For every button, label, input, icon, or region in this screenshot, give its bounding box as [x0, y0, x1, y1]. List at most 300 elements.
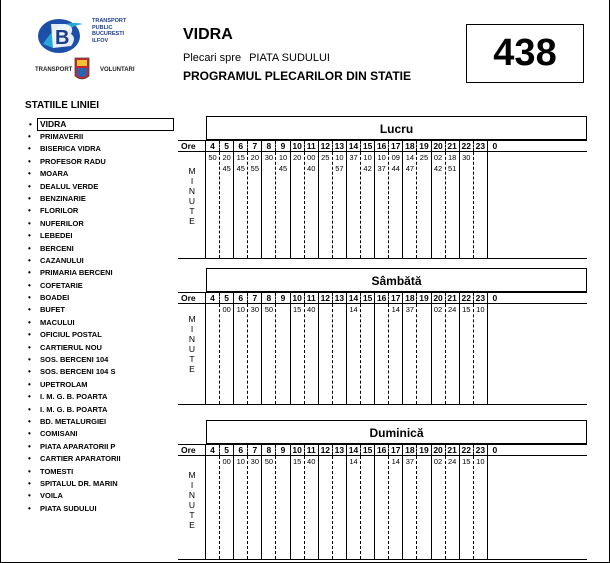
departure-minute: 15	[292, 305, 302, 314]
bullet-icon: •	[28, 355, 31, 365]
departure-minute: 15	[236, 153, 245, 162]
minutes-column	[220, 152, 234, 258]
minutes-column	[488, 456, 502, 559]
departure-minute: 25	[321, 153, 330, 162]
departure-minute: 15	[292, 457, 302, 466]
minutes-column	[460, 304, 474, 404]
hour-cell: 8	[262, 445, 276, 455]
minutes-body	[178, 456, 587, 560]
departure-minute: 14	[405, 153, 415, 162]
station-name: TOMESTI	[40, 466, 74, 476]
hour-cell: 17	[389, 141, 403, 151]
hour-cell: 12	[319, 445, 333, 455]
minutes-column	[488, 304, 502, 404]
bullet-icon: •	[28, 144, 31, 154]
bullet-icon: •	[28, 404, 31, 414]
station-name: PROFESOR RADU	[40, 156, 106, 166]
departure-minute: 45	[278, 164, 288, 173]
minutes-column	[347, 152, 361, 258]
minutes-column	[375, 152, 389, 258]
minutes-column	[248, 456, 262, 559]
minutes-label-letter: U	[188, 500, 196, 510]
station-name: SPITALUL DR. MARIN	[40, 478, 118, 488]
departure-minute: 42	[363, 164, 372, 173]
bullet-icon: •	[28, 193, 31, 203]
station-item	[25, 478, 177, 490]
hour-cell: 23	[474, 293, 488, 303]
tpbi-logo	[31, 14, 149, 86]
departure-minute: 55	[250, 164, 259, 173]
line-number-box	[466, 24, 584, 83]
hours-header-row	[178, 292, 587, 304]
departure-minute: 24	[447, 305, 457, 314]
hour-cell: 19	[417, 445, 431, 455]
station-item	[25, 329, 177, 341]
departure-minute: 10	[335, 153, 344, 162]
minutes-label-letter: I	[190, 176, 194, 186]
bullet-icon: •	[28, 392, 31, 402]
minutes-label-column	[178, 304, 206, 404]
departure-minute: 14	[349, 305, 358, 314]
station-item	[25, 280, 177, 292]
minutes-column	[220, 304, 234, 404]
hour-cell: 6	[234, 445, 248, 455]
departure-minute: 37	[349, 153, 358, 162]
departure-minute: 37	[377, 164, 386, 173]
bullet-icon: •	[28, 132, 31, 141]
destination-line	[183, 52, 330, 64]
departure-minute: 50	[208, 153, 217, 162]
minutes-column	[432, 304, 446, 404]
departure-minute: 20	[222, 153, 231, 162]
bullet-icon: •	[28, 379, 31, 389]
station-item	[25, 255, 177, 267]
departure-minute: 10	[476, 305, 485, 314]
minutes-column	[234, 304, 248, 404]
station-name: CAZANULUI	[40, 255, 84, 265]
station-name: MACULUI	[40, 317, 75, 327]
minutes-label-letter: E	[189, 364, 195, 374]
hour-cell: 13	[333, 445, 347, 455]
minutes-column	[262, 152, 276, 258]
hour-cell: 9	[276, 445, 290, 455]
departure-minute: 25	[419, 153, 429, 162]
minutes-column	[474, 456, 488, 559]
bullet-icon: •	[28, 416, 31, 426]
hour-cell: 21	[446, 141, 460, 151]
hour-cell: 6	[234, 141, 248, 151]
logo-left-label: TRANSPORT	[35, 67, 73, 73]
hour-cell: 18	[403, 445, 417, 455]
minutes-column	[305, 304, 319, 404]
bullet-icon: •	[29, 120, 32, 129]
station-item	[25, 230, 177, 242]
station-name: CARTIERUL NOU	[40, 342, 102, 352]
station-item	[25, 243, 177, 255]
hour-cell: 19	[417, 293, 431, 303]
departure-minute: 47	[405, 164, 415, 173]
station-name: LEBEDEI	[40, 231, 73, 241]
station-name: I. M. G. B. POARTA	[40, 404, 108, 414]
hour-cell: 4	[206, 293, 220, 303]
minutes-column	[375, 456, 389, 559]
station-name: SOS. BERCENI 104 S	[40, 367, 116, 377]
bullet-icon: •	[28, 268, 31, 278]
minutes-label-letter: T	[189, 510, 195, 520]
bullet-icon: •	[28, 317, 31, 327]
hour-cell: 16	[375, 445, 389, 455]
bullet-icon: •	[28, 466, 31, 476]
station-item	[25, 354, 177, 366]
station-item	[25, 490, 177, 502]
minutes-label-letter: N	[188, 186, 196, 196]
minutes-column	[432, 456, 446, 559]
departure-minute: 40	[307, 457, 316, 466]
station-item	[25, 218, 177, 230]
departure-minute: 02	[433, 153, 443, 162]
hour-cell: 18	[403, 293, 417, 303]
bullet-icon: •	[28, 280, 31, 290]
bullet-icon: •	[28, 503, 31, 513]
svg-text:B: B	[55, 27, 70, 49]
minutes-column	[276, 152, 290, 258]
hour-cell: 13	[333, 293, 347, 303]
hours-header-row	[178, 444, 587, 456]
departure-minute: 30	[250, 305, 259, 314]
departure-minute: 10	[377, 153, 386, 162]
departure-minute: 18	[447, 153, 457, 162]
departure-minute: 24	[447, 457, 457, 466]
station-name: OFICIUL POSTAL	[40, 330, 102, 340]
hour-cell: 18	[403, 141, 417, 151]
minutes-column	[403, 152, 417, 258]
hour-cell: 7	[248, 141, 262, 151]
minutes-column	[276, 456, 290, 559]
bullet-icon: •	[28, 255, 31, 265]
departure-minute: 10	[363, 153, 372, 162]
station-name: NUFERILOR	[40, 218, 84, 228]
station-item	[25, 441, 177, 453]
station-name: CARTIER APARATORII	[40, 454, 121, 464]
hour-cell: 14	[347, 293, 361, 303]
hour-cell: 14	[347, 445, 361, 455]
station-name: UPETROLAM	[40, 379, 88, 389]
hour-cell: 13	[333, 141, 347, 151]
station-name: BENZINARIE	[40, 193, 86, 203]
departure-minute: 57	[335, 164, 344, 173]
hours-label: Ore	[178, 293, 206, 303]
bullet-icon: •	[28, 293, 31, 303]
hour-cell: 16	[375, 293, 389, 303]
station-name: PIATA SUDULUI	[40, 503, 97, 513]
minutes-label-letter: N	[188, 334, 196, 344]
minutes-label-letter: I	[190, 480, 194, 490]
station-name: PRIMARIA BERCENI	[40, 268, 113, 278]
minutes-column	[220, 456, 234, 559]
bullet-icon: •	[28, 478, 31, 488]
station-item	[25, 193, 177, 205]
departure-minute: 14	[349, 457, 358, 466]
bullet-icon: •	[28, 454, 31, 464]
minutes-column	[234, 456, 248, 559]
station-item	[25, 379, 177, 391]
hour-cell: 15	[361, 445, 375, 455]
minutes-column	[262, 304, 276, 404]
departure-minute: 10	[278, 153, 288, 162]
minutes-column	[389, 304, 403, 404]
bullet-icon: •	[28, 243, 31, 253]
bullet-icon: •	[28, 169, 31, 179]
station-item	[25, 428, 177, 440]
stations-title: STATIILE LINIEI	[25, 100, 100, 111]
station-name: PRIMAVERII	[40, 132, 84, 141]
hour-cell: 20	[432, 141, 446, 151]
minutes-column	[432, 152, 446, 258]
departure-minute: 02	[433, 305, 443, 314]
minutes-label-letter: U	[188, 344, 196, 354]
hour-cell: 0	[492, 445, 498, 455]
hour-cell: 5	[220, 141, 234, 151]
hour-cell: 11	[305, 141, 319, 151]
minutes-column	[417, 456, 431, 559]
hour-cell: 4	[206, 445, 220, 455]
departure-minute: 00	[222, 457, 231, 466]
minutes-column	[361, 456, 375, 559]
departure-minute: 30	[250, 457, 259, 466]
hour-cell: 7	[248, 293, 262, 303]
station-name: COFETARIE	[40, 280, 83, 290]
minutes-label-letter: T	[189, 206, 195, 216]
hours-header-row	[178, 140, 587, 152]
hour-cell: 15	[361, 141, 375, 151]
minutes-column	[262, 456, 276, 559]
minutes-column	[291, 152, 305, 258]
station-item	[25, 181, 177, 193]
hour-cell: 16	[375, 141, 389, 151]
schedule-day-title: Lucru	[206, 116, 587, 140]
hour-cell: 8	[262, 141, 276, 151]
minutes-column	[474, 152, 488, 258]
hour-cell: 15	[361, 293, 375, 303]
bullet-icon: •	[28, 367, 31, 377]
minutes-column	[389, 152, 403, 258]
hour-cell: 7	[248, 445, 262, 455]
station-name: COMISANI	[40, 429, 78, 439]
station-item	[25, 156, 177, 168]
hour-cell: 22	[460, 141, 474, 151]
departure-minute: 40	[307, 164, 316, 173]
bullet-icon: •	[28, 330, 31, 340]
minutes-column	[347, 456, 361, 559]
departure-minute: 00	[222, 305, 231, 314]
logo-right-label: VOLUNTARI	[100, 67, 135, 73]
departure-minute: 45	[236, 164, 245, 173]
departure-minute: 09	[391, 153, 400, 162]
minutes-column	[403, 456, 417, 559]
station-item	[25, 304, 177, 316]
minutes-column	[305, 456, 319, 559]
departure-minute: 14	[391, 457, 400, 466]
departure-minute: 10	[236, 457, 245, 466]
minutes-column	[276, 304, 290, 404]
hour-cell: 17	[389, 445, 403, 455]
schedule-subtitle: PROGRAMUL PLECARILOR DIN STATIE	[183, 69, 411, 83]
minutes-column	[248, 304, 262, 404]
bullet-icon: •	[28, 231, 31, 241]
station-item	[25, 131, 177, 143]
station-name: BISERICA VIDRA	[40, 144, 101, 154]
minutes-body	[178, 152, 587, 259]
minutes-label-letter: M	[188, 470, 196, 480]
hour-cell: 17	[389, 293, 403, 303]
minutes-label-column	[178, 152, 206, 258]
minutes-label-column	[178, 456, 206, 559]
minutes-column	[403, 304, 417, 404]
stations-list	[25, 118, 177, 515]
departure-minute: 02	[433, 457, 443, 466]
station-item	[25, 292, 177, 304]
minutes-label-letter: U	[188, 196, 196, 206]
station-item	[25, 404, 177, 416]
minutes-column	[446, 152, 460, 258]
minutes-column	[333, 152, 347, 258]
hour-cell: 22	[460, 445, 474, 455]
minutes-column	[319, 304, 333, 404]
minutes-column	[291, 304, 305, 404]
station-item	[25, 453, 177, 465]
minutes-column	[319, 152, 333, 258]
bullet-icon: •	[28, 305, 31, 315]
hour-cell: 12	[319, 141, 333, 151]
bullet-icon: •	[28, 156, 31, 166]
hour-cell: 10	[291, 445, 305, 455]
station-name: MOARA	[40, 169, 69, 179]
hour-cell: 8	[262, 293, 276, 303]
station-item	[25, 168, 177, 180]
logo-org-name: TRANSPORT PUBLIC BUCURESTI ILFOV	[92, 18, 127, 44]
minutes-label-letter: E	[189, 520, 195, 530]
minutes-column	[460, 456, 474, 559]
minutes-column	[206, 304, 220, 404]
station-item	[25, 391, 177, 403]
hour-cell: 10	[291, 293, 305, 303]
schedule-day-title: Sâmbătă	[206, 268, 587, 292]
departure-minute: 15	[462, 305, 471, 314]
station-name: VIDRA	[40, 119, 67, 129]
bullet-icon: •	[28, 206, 31, 216]
minutes-column	[460, 152, 474, 258]
hour-cell: 5	[220, 293, 234, 303]
hour-cell: 14	[347, 141, 361, 151]
station-item	[25, 317, 177, 329]
hour-cell: 0	[492, 293, 498, 303]
hour-cell: 23	[474, 141, 488, 151]
station-name: FLORILOR	[40, 206, 79, 216]
station-name: BD. METALURGIEI	[40, 416, 107, 426]
minutes-column	[234, 152, 248, 258]
minutes-column	[488, 152, 502, 258]
departure-minute: 20	[250, 153, 259, 162]
station-name: VOILA	[40, 491, 63, 501]
departure-minute: 10	[476, 457, 485, 466]
departure-minute: 15	[462, 457, 471, 466]
minutes-column	[333, 456, 347, 559]
minutes-label-letter: N	[188, 490, 196, 500]
station-item	[25, 205, 177, 217]
departure-minute: 50	[264, 457, 274, 466]
bullet-icon: •	[28, 181, 31, 191]
station-name: I. M. G. B. POARTA	[40, 392, 108, 402]
departure-minute: 50	[264, 305, 274, 314]
bullet-icon: •	[28, 342, 31, 352]
minutes-column	[446, 304, 460, 404]
minutes-column	[474, 304, 488, 404]
destination-name: PIATA SUDULUI	[249, 52, 330, 64]
departure-minute: 14	[391, 305, 400, 314]
station-name: BUFET	[40, 305, 65, 315]
minutes-label-letter: I	[190, 324, 194, 334]
departure-minute: 42	[433, 164, 443, 173]
destination-label: Plecari spre	[183, 52, 242, 64]
minutes-column	[248, 152, 262, 258]
hour-cell: 9	[276, 141, 290, 151]
station-name: SOS. BERCENI 104	[40, 355, 109, 365]
station-item	[25, 416, 177, 428]
departure-minute: 40	[307, 305, 316, 314]
station-name: BERCENI	[40, 243, 74, 253]
station-item	[25, 503, 177, 515]
minutes-column	[347, 304, 361, 404]
hour-cell: 20	[432, 293, 446, 303]
hour-cell: 23	[474, 445, 488, 455]
hour-cell: 5	[220, 445, 234, 455]
minutes-label-letter: M	[188, 166, 196, 176]
station-item-current	[29, 118, 174, 131]
station-item	[25, 267, 177, 279]
departure-minute: 44	[391, 164, 400, 173]
hours-label: Ore	[178, 445, 206, 455]
minutes-body	[178, 304, 587, 405]
station-item	[25, 366, 177, 378]
station-name: PIATA APARATORII P	[40, 441, 116, 451]
hour-cell: 9	[276, 293, 290, 303]
minutes-column	[319, 456, 333, 559]
schedule-day-title: Duminică	[206, 420, 587, 444]
minutes-column	[446, 456, 460, 559]
station-item	[25, 466, 177, 478]
minutes-column	[206, 456, 220, 559]
departure-minute: 30	[264, 153, 274, 162]
hour-cell: 19	[417, 141, 431, 151]
bullet-icon: •	[28, 441, 31, 451]
departure-minute: 00	[307, 153, 316, 162]
hour-cell: 11	[305, 293, 319, 303]
minutes-column	[361, 304, 375, 404]
hour-cell: 21	[446, 445, 460, 455]
departure-minute: 45	[222, 164, 231, 173]
hour-cell: 12	[319, 293, 333, 303]
minutes-column	[206, 152, 220, 258]
minutes-column	[389, 456, 403, 559]
bullet-icon: •	[28, 491, 31, 501]
hour-cell: 0	[492, 141, 498, 151]
stop-name: VIDRA	[183, 26, 233, 43]
hours-label: Ore	[178, 141, 206, 151]
minutes-label-letter: T	[189, 354, 195, 364]
minutes-column	[417, 152, 431, 258]
hour-cell: 22	[460, 293, 474, 303]
station-item	[25, 342, 177, 354]
